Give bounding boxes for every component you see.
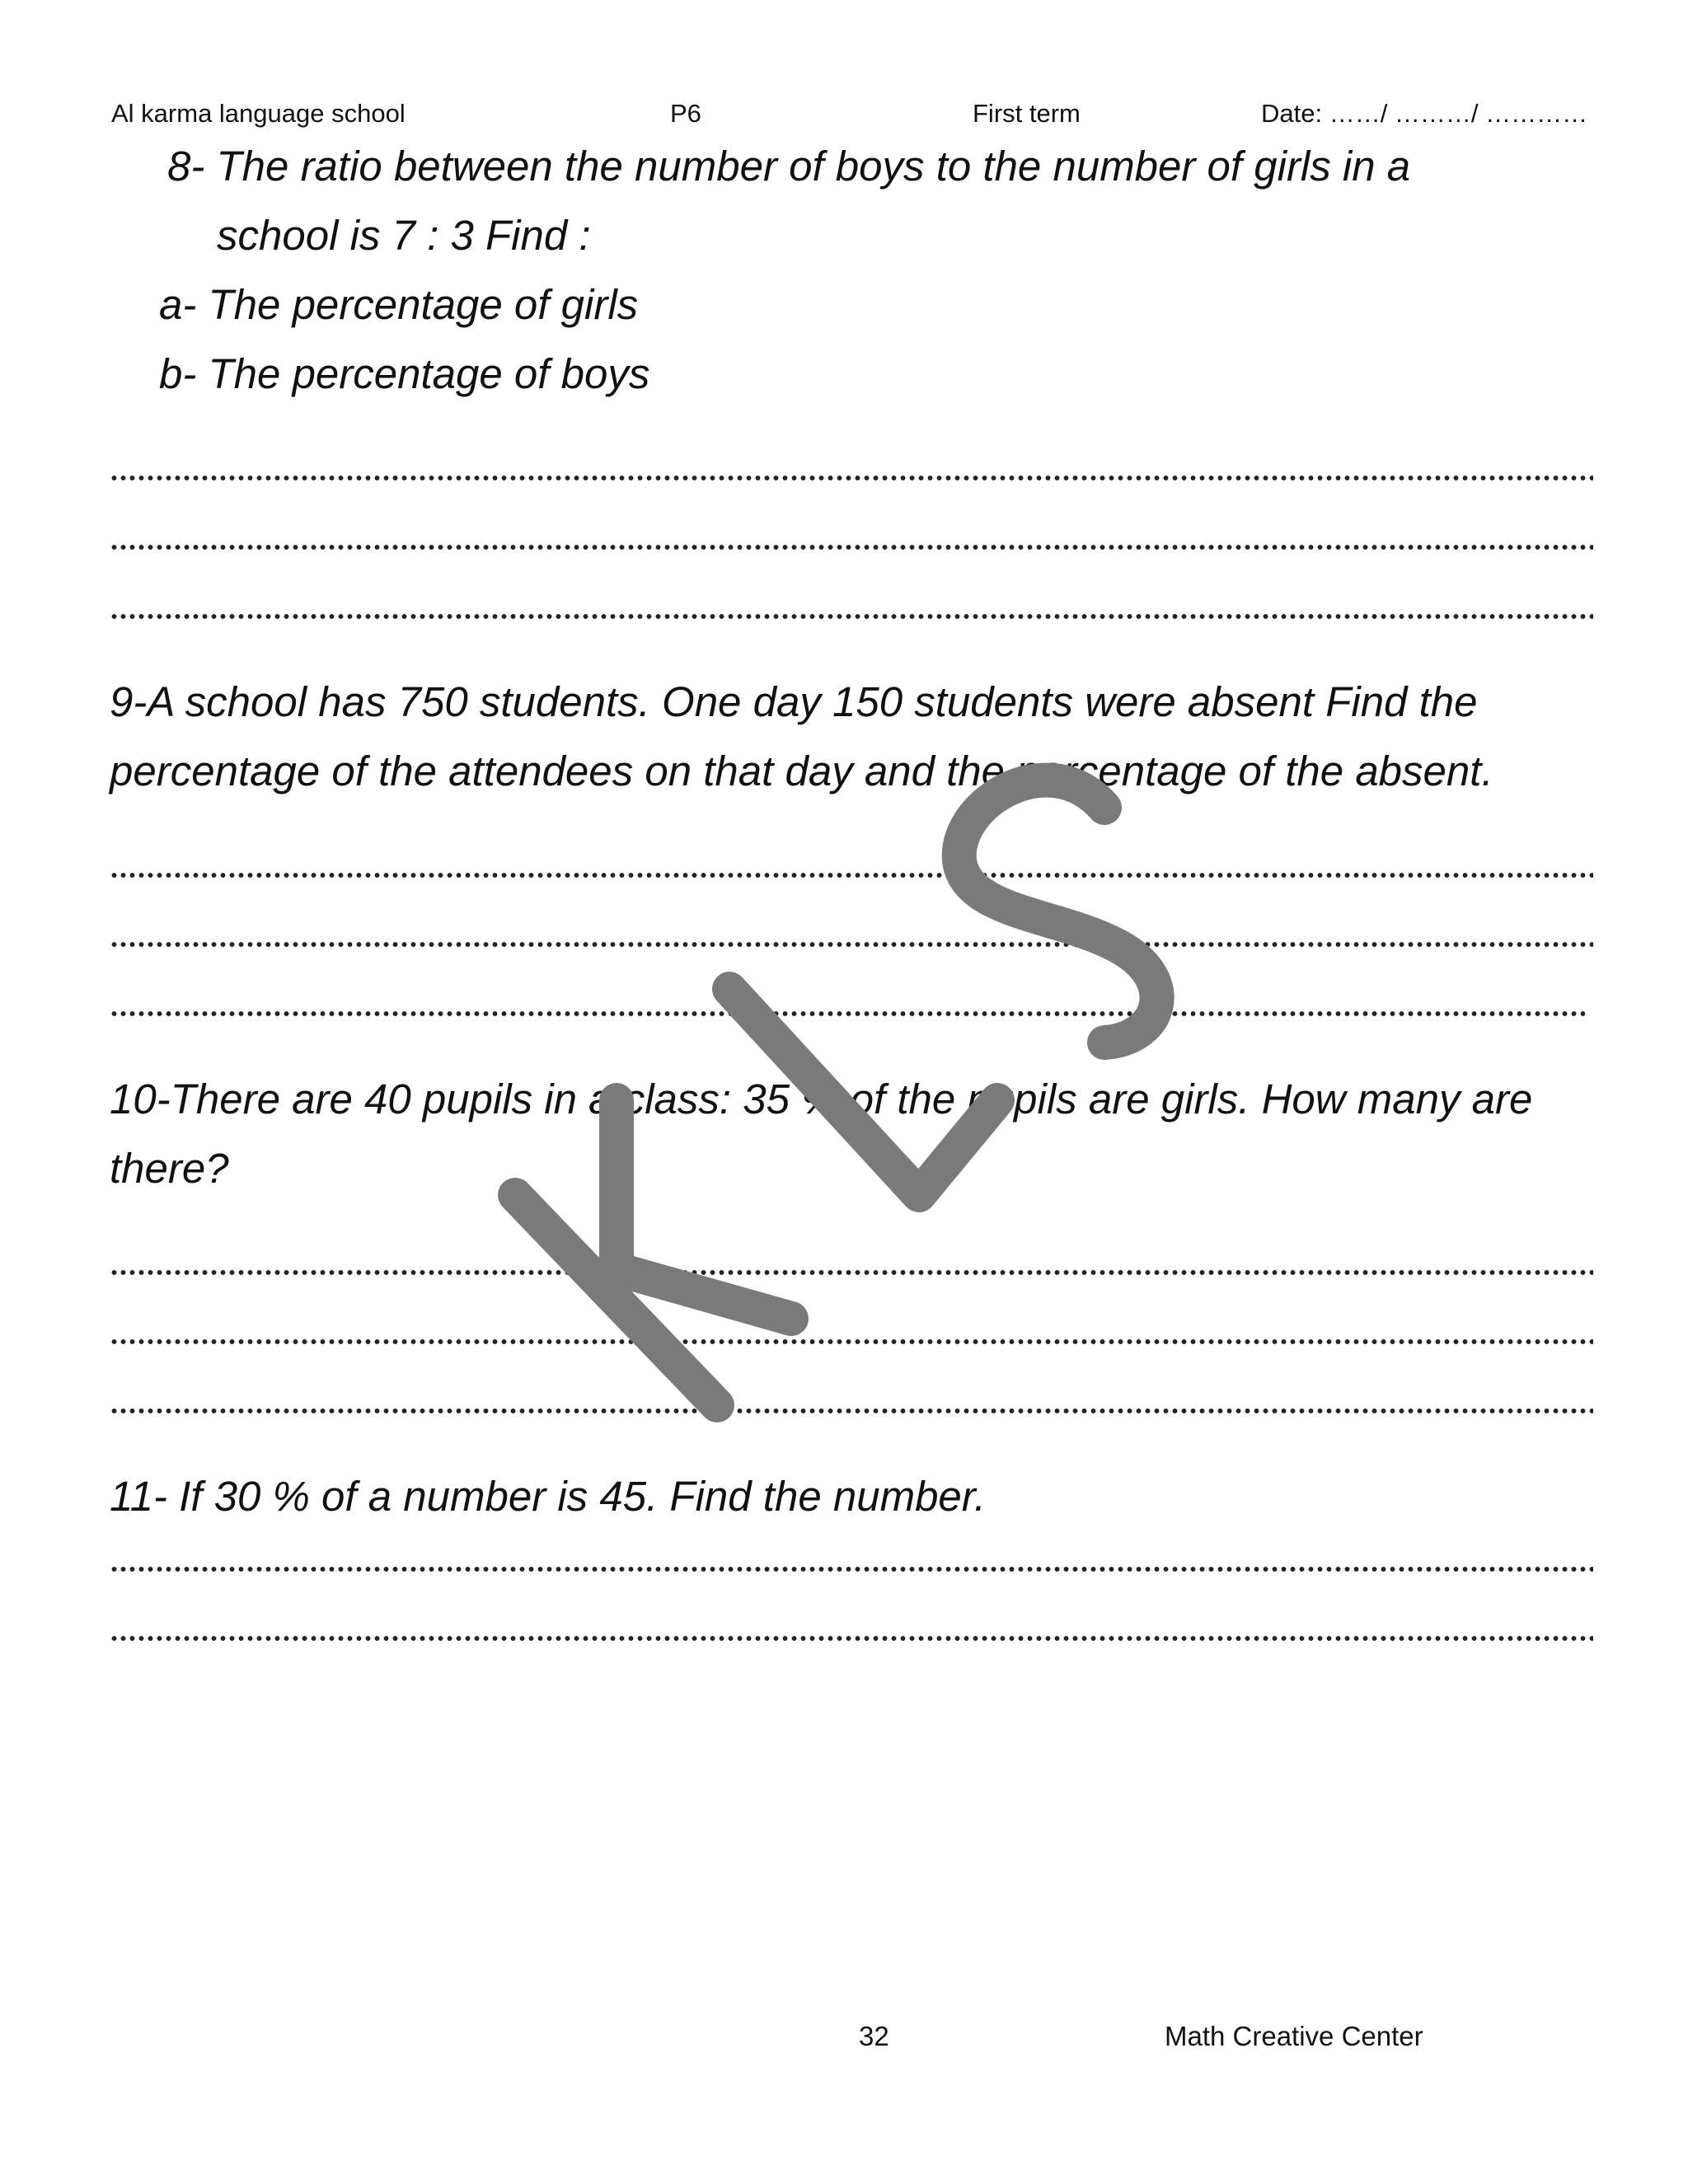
question-9-line-1: 9-A school has 750 students. One day 150 students were absent Find the: [110, 678, 1478, 725]
grade-label: P6: [670, 99, 701, 128]
question-8-part-b: b- The percentage of boys: [159, 350, 650, 397]
answer-line: [110, 1264, 1593, 1281]
answer-line: [110, 539, 1593, 555]
question-8-line-2: school is 7 : 3 Find :: [217, 212, 591, 259]
answer-line: [110, 470, 1593, 486]
watermark-letter-s: [959, 780, 1157, 1043]
term-label: First term: [973, 99, 1081, 128]
school-name: Al karma language school: [111, 99, 406, 128]
answer-line: [110, 1005, 1585, 1022]
answer-line: [110, 1333, 1593, 1350]
question-10-line-2: there?: [110, 1145, 229, 1192]
question-10-line-1: 10-There are 40 pupils in a class: 35 % of the pupils are girls. How many are: [110, 1076, 1533, 1122]
answer-line: [110, 936, 1593, 953]
question-11-line-1: 11- If 30 % of a number is 45. Find the number.: [110, 1473, 987, 1520]
answer-line: [110, 608, 1593, 625]
watermark-letter-k: [515, 1195, 717, 1405]
answer-line: [110, 1403, 1593, 1419]
answer-line: [110, 1630, 1593, 1647]
footer-center-name: Math Creative Center: [1165, 2021, 1423, 2051]
date-field: Date: ……/ ………/ …………: [1261, 99, 1588, 128]
answer-line: [110, 867, 1593, 883]
page-number: 32: [859, 2021, 889, 2051]
question-8-part-a: a- The percentage of girls: [159, 281, 639, 328]
question-9-line-2: percentage of the attendees on that day and the percentage of the absent.: [110, 748, 1493, 794]
question-8-line-1: 8- The ratio between the number of boys to the number of girls in a: [167, 143, 1411, 190]
answer-line: [110, 1561, 1593, 1577]
